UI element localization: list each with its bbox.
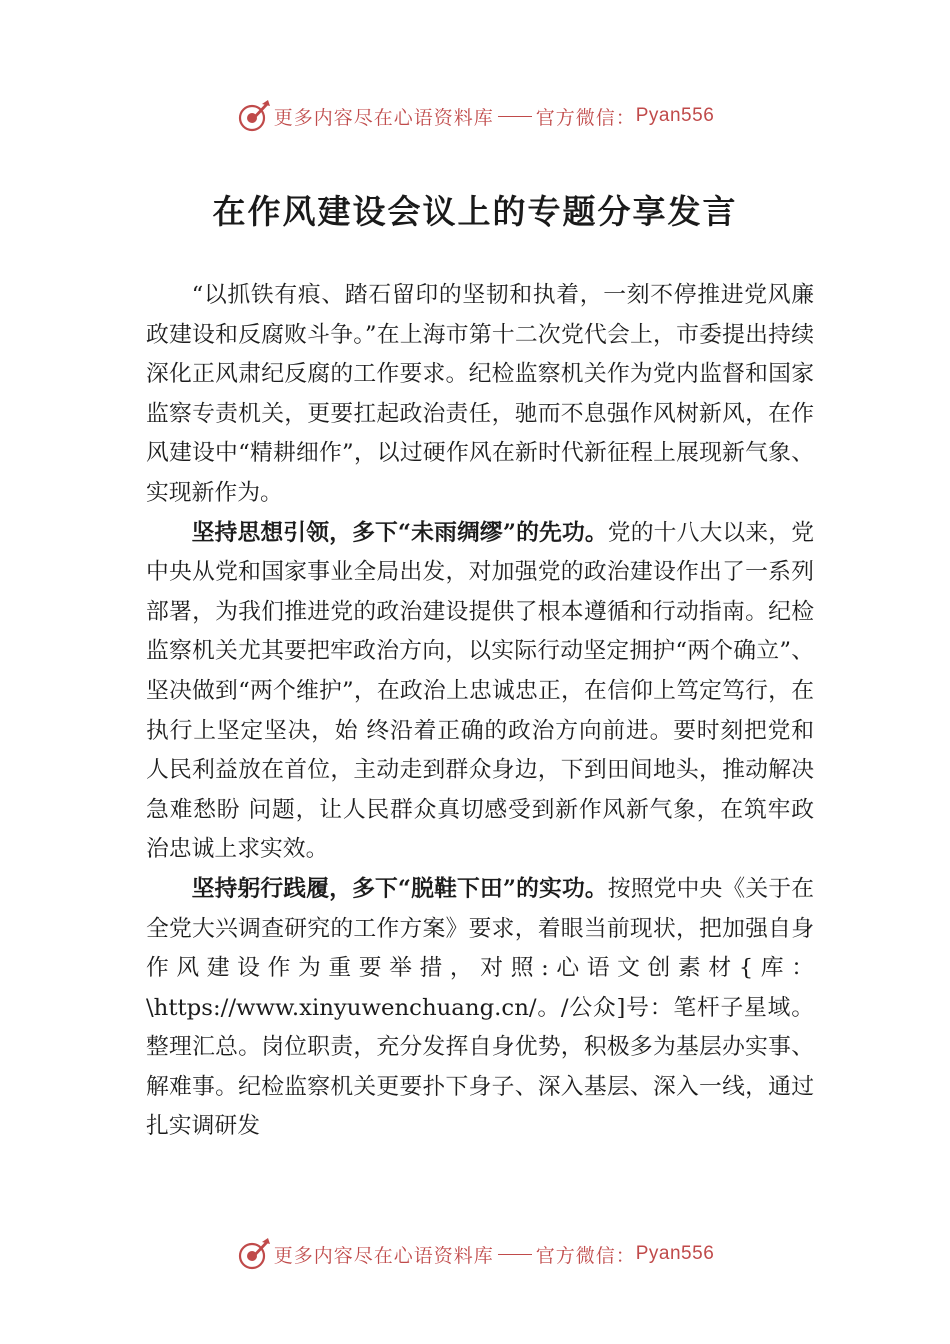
footer-watermark [0,1234,950,1274]
watermark-text: 更多内容尽在心语资料库 [273,1244,494,1267]
quill-badge-icon [236,98,272,134]
watermark-label: 官方微信： [535,1244,636,1267]
watermark-dash [498,1254,532,1255]
quill-badge-icon [236,1236,272,1272]
paragraph-heading: 坚持躬行践履，多下“脱鞋下田”的实功。 [191,875,608,902]
watermark-wechat-id: Pyan556 [635,1243,715,1264]
paragraph-heading: 坚持思想引领，多下“未雨绸缪”的先功。 [191,519,608,546]
paragraph-practice [146,870,814,1147]
document-body [146,276,814,1147]
watermark-label: 官方微信： [535,106,636,129]
watermark-dash [498,116,532,117]
document-title: 在作风建设会议上的专题分享发言 [212,192,738,231]
paragraph-text: 党的十八大以来，党中央从党和国家事业全局出发，对加强党的政治建设作出了一系列部署，为我们推进党的政治建设提供了根本遵循和行动指南。纪检监察机关尤其要把牢政治方向，以实际行动坚定拥护“两个确立”、坚决做到“两个维护”，在政治上忠诚忠正，在信仰上笃定笃行，在执行上坚定坚决，始 终沿着正确的政治方向前进。要时刻把党和人民利益放在首位，主动走到群众身边，下到田间地头，推动解决急难愁盼 问题，让人民群众真切感受到新作风新气象，在筑牢政治忠诚上求实效。 [146,519,814,863]
paragraph-text: “以抓铁有痕、踏石留印的坚韧和执着，一刻不停推进党风廉政建设和反腐败斗争。”在上海市第十二次党代会上，市委提出持续深化正风肃纪反腐的工作要求。纪检监察机关作为党内监督和国家监察专责机关，更要扛起政治责任，驰而不息强作风树新风，在作风建设中“精耕细作”，以过硬作风在新时代新征程上展现新气象、实现新作为。 [146,282,814,506]
paragraph-text: 按照党中央《关于在全党大兴调查研究的工作方案》要求，着眼当前现状，把加强自身作风建设作为重要举措，对照:心语文创素材{库：\https://www.xinyuwenchuang.cn/。/公众]号：笔杆子星域。整理汇总。岗位职责，充分发挥自身优势，积极多为基层办实事、解难事。纪检监察机关更要扑下身子、深入基层、深入一线，通过扎实调研发 [146,875,814,1140]
header-watermark [0,96,950,136]
paragraph-intro [146,276,814,514]
watermark-text: 更多内容尽在心语资料库 [273,106,494,129]
watermark-wechat-id: Pyan556 [635,105,715,126]
paragraph-thought-leadership [146,514,814,870]
